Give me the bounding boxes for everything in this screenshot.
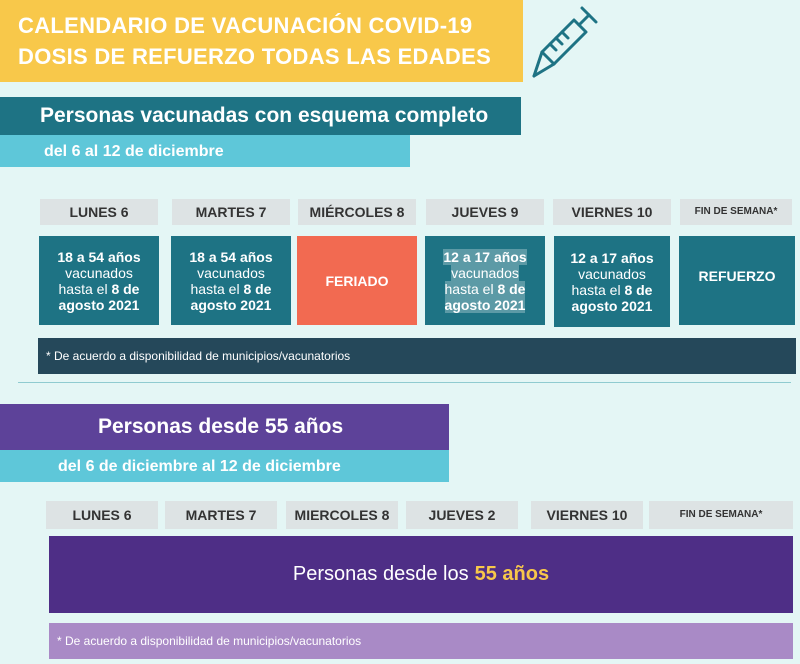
cell-until-date: 8 de	[624, 281, 653, 298]
section1-dates: del 6 al 12 de diciembre	[0, 135, 410, 167]
section1-cell-monday	[39, 236, 159, 325]
cell-until	[554, 282, 670, 298]
section1-cell-thursday	[425, 236, 545, 325]
cell-date: agosto 2021	[190, 296, 272, 313]
cell-until-text: hasta el	[58, 280, 112, 297]
cell-status: vacunados	[65, 264, 133, 281]
eligibility-text: Personas desde los	[292, 563, 469, 585]
section2-day-monday: LUNES 6	[46, 501, 158, 529]
title-line-1: CALENDARIO DE VACUNACIÓN COVID-19	[18, 13, 473, 38]
cell-until	[171, 281, 291, 297]
cell-age-range: 18 a 54 años	[189, 248, 273, 265]
section1-cell-weekend	[679, 236, 795, 325]
cell-age-range: 12 a 17 años	[443, 248, 527, 265]
section1-banner: Personas vacunadas con esquema completo	[0, 97, 521, 135]
cell-until-text: hasta el	[444, 280, 498, 297]
cell-date: agosto 2021	[444, 296, 526, 313]
cell-until	[445, 281, 526, 297]
section1-cell-wednesday	[297, 236, 417, 325]
section2-day-friday: VIERNES 10	[531, 501, 643, 529]
cell-until-text: hasta el	[190, 280, 244, 297]
section-divider	[18, 382, 791, 383]
section1-cell-tuesday	[171, 236, 291, 325]
syringe-icon	[530, 4, 602, 80]
section2-day-tuesday: MARTES 7	[165, 501, 277, 529]
cell-until-date: 8 de	[243, 280, 272, 297]
cell-until	[39, 281, 159, 297]
section2-dates: del 6 de diciembre al 12 de diciembre	[0, 450, 449, 482]
cell-until-date: 8 de	[497, 280, 526, 297]
cell-status: vacunados	[197, 264, 265, 281]
cell-age-range: 18 a 54 años	[57, 248, 141, 265]
section1-day-wednesday: MIÉRCOLES 8	[298, 199, 416, 225]
cell-booster-label: REFUERZO	[698, 268, 776, 284]
title-line-2: DOSIS DE REFUERZO TODAS LAS EDADES	[18, 44, 492, 69]
section1-day-friday: VIERNES 10	[553, 199, 671, 225]
section1-day-thursday: JUEVES 9	[426, 199, 544, 225]
section2-banner: Personas desde 55 años	[0, 404, 449, 450]
section1-day-monday: LUNES 6	[40, 199, 158, 225]
cell-holiday-label: FERIADO	[325, 272, 389, 289]
section1-day-weekend: FIN DE SEMANA*	[680, 199, 792, 225]
title-banner	[0, 0, 523, 82]
section1-day-tuesday: MARTES 7	[172, 199, 290, 225]
section2-eligibility-box	[49, 536, 793, 613]
cell-status: vacunados	[451, 264, 519, 281]
cell-until-text: hasta el	[571, 281, 625, 298]
section2-day-thursday: JUEVES 2	[406, 501, 518, 529]
cell-status: vacunados	[578, 265, 646, 282]
section2-footnote: * De acuerdo a disponibilidad de municipios/vacunatorios	[49, 623, 793, 659]
eligibility-age: 55 años	[474, 563, 550, 585]
cell-until-date: 8 de	[111, 280, 140, 297]
section1-footnote: * De acuerdo a disponibilidad de municipios/vacunatorios	[38, 338, 796, 374]
cell-date: agosto 2021	[571, 297, 653, 314]
section2-day-weekend: FIN DE SEMANA*	[649, 501, 793, 529]
section2-day-wednesday: MIERCOLES 8	[286, 501, 398, 529]
section1-cell-friday	[554, 236, 670, 327]
cell-age-range: 12 a 17 años	[570, 249, 654, 266]
cell-date: agosto 2021	[58, 296, 140, 313]
